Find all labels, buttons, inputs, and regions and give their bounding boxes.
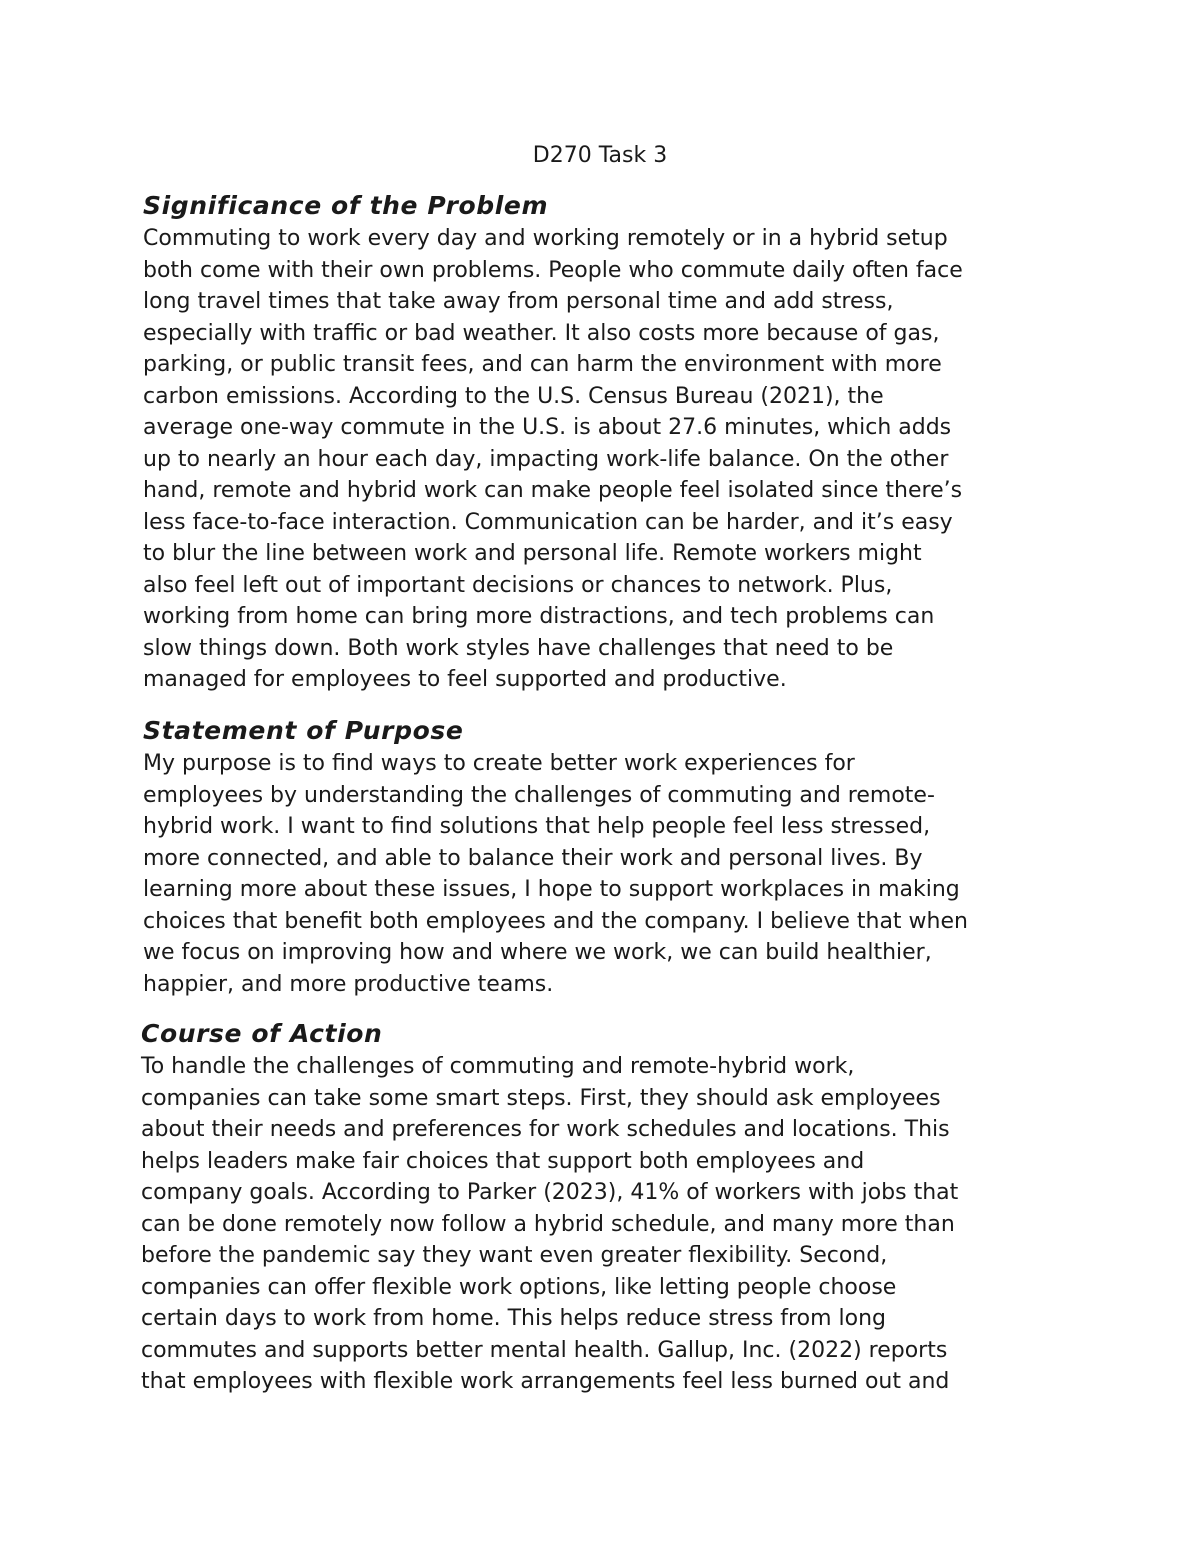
body-line: both come with their own problems. People who commute daily often face (143, 257, 963, 283)
body-line: working from home can bring more distractions, and tech problems can (143, 604, 935, 629)
body-line: to blur the line between work and personal life. Remote workers might (143, 541, 922, 566)
body-line: parking, or public transit fees, and can harm the environment with more (143, 352, 942, 377)
body-line: happier, and more productive teams. (143, 971, 554, 997)
section-body (143, 748, 1073, 1000)
section-course-of-action (141, 1017, 1071, 1398)
body-line: more connected, and able to balance their work and personal lives. By (143, 845, 923, 871)
section-heading: Significance of the Problem (143, 191, 549, 220)
body-line: can be done remotely now follow a hybrid schedule, and many more than (141, 1211, 955, 1237)
section-statement-of-purpose (143, 714, 1073, 1000)
body-line: companies can offer flexible work options, like letting people choose (141, 1274, 897, 1300)
section-heading: Course of Action (141, 1019, 383, 1048)
body-line: certain days to work from home. This helps reduce stress from long (141, 1306, 886, 1331)
body-line: employees by understanding the challenges of commuting and remote- (143, 782, 935, 808)
body-line: slow things down. Both work styles have challenges that need to be (143, 635, 894, 661)
body-line: hand, remote and hybrid work can make people feel isolated since there’s (143, 478, 963, 503)
section-significance-of-the-problem (143, 189, 1073, 696)
body-line: carbon emissions. According to the U.S. Census Bureau (2021), the (143, 383, 884, 409)
body-line: company goals. According to Parker (2023), 41% of workers with jobs that (141, 1180, 959, 1205)
section-body (141, 1051, 1071, 1398)
body-line: less face-to-face interaction. Communication can be harder, and it’s easy (143, 509, 953, 535)
body-line: My purpose is to find ways to create better work experiences for (143, 751, 855, 776)
section-heading: Statement of Purpose (143, 716, 464, 745)
body-line: average one-way commute in the U.S. is about 27.6 minutes, which adds (143, 415, 952, 440)
section-body (143, 223, 1073, 696)
body-line: long travel times that take away from personal time and add stress, (143, 289, 894, 314)
body-line: hybrid work. I want to find solutions that help people feel less stressed, (143, 814, 931, 839)
body-line: also feel left out of important decisions or chances to network. Plus, (143, 572, 893, 598)
body-line: that employees with flexible work arrangements feel less burned out and (141, 1369, 950, 1394)
body-line: managed for employees to feel supported and productive. (143, 667, 787, 692)
body-line: commutes and supports better mental health. Gallup, Inc. (2022) reports (141, 1337, 948, 1363)
body-line: companies can take some smart steps. First, they should ask employees (141, 1085, 941, 1111)
body-line: before the pandemic say they want even greater flexibility. Second, (141, 1243, 888, 1268)
body-line: up to nearly an hour each day, impacting work-life balance. On the other (143, 446, 949, 472)
body-line: about their needs and preferences for work schedules and locations. This (141, 1117, 950, 1142)
document-title: D270 Task 3 (532, 143, 668, 168)
body-line: helps leaders make fair choices that support both employees and (141, 1148, 865, 1174)
body-line: we focus on improving how and where we work, we can build healthier, (143, 940, 932, 965)
body-line: To handle the challenges of commuting and remote-hybrid work, (141, 1054, 855, 1079)
body-line: especially with traffic or bad weather. It also costs more because of gas, (143, 320, 940, 346)
body-line: Commuting to work every day and working remotely or in a hybrid setup (143, 226, 948, 251)
body-line: learning more about these issues, I hope to support workplaces in making (143, 877, 960, 902)
body-line: choices that benefit both employees and the company. I believe that when (143, 908, 968, 934)
